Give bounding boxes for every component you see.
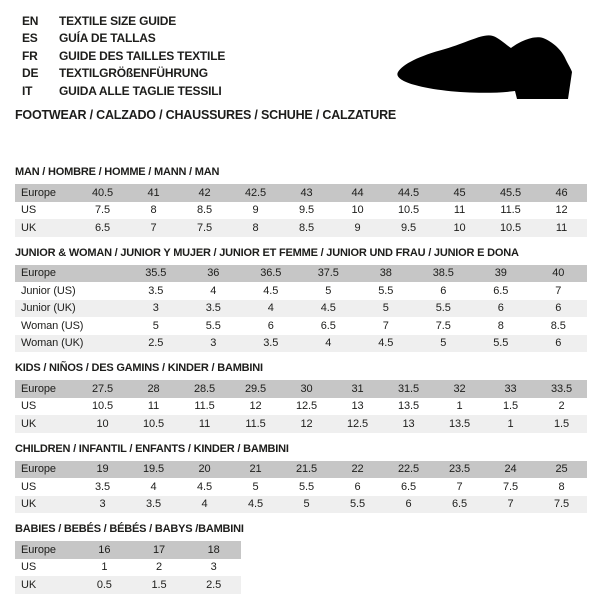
size-value: 1.5 [132, 576, 187, 594]
row-label: US [21, 400, 37, 413]
row-label: Woman (US) [21, 319, 84, 332]
size-table-title: BABIES / BEBÉS / BÉBÉS / BABYS /BAMBINI [15, 523, 244, 535]
size-value: 29.5 [230, 380, 281, 398]
table-row [15, 265, 587, 283]
size-value: 6 [354, 480, 361, 493]
size-value: 6.5 [493, 284, 509, 297]
size-value: 10 [434, 219, 485, 237]
size-value: 28 [128, 380, 179, 398]
size-value: 6 [530, 300, 588, 318]
size-table-title: MAN / HOMBRE / HOMME / MANN / MAN [15, 166, 220, 178]
size-value: 32 [434, 380, 485, 398]
size-value: 1 [101, 561, 108, 574]
size-value: 16 [77, 541, 132, 559]
language-row [15, 30, 395, 48]
row-label: US [21, 480, 37, 493]
size-value: 5 [252, 480, 259, 493]
size-value: 5 [325, 284, 332, 297]
size-value: 33.5 [536, 380, 587, 398]
language-code: EN [22, 13, 39, 28]
size-value: 42.5 [230, 184, 281, 202]
guide-header [15, 12, 395, 122]
size-table-title: KIDS / NIÑOS / DES GAMINS / KINDER / BAMBINI [15, 362, 263, 374]
shoe-icon [393, 20, 577, 102]
size-value: 8 [497, 319, 504, 332]
category-line: FOOTWEAR / CALZADO / CHAUSSURES / SCHUHE / CALZATURE [15, 107, 397, 122]
size-value: 2.5 [186, 576, 241, 594]
size-value: 10 [77, 415, 128, 433]
table-row [15, 461, 587, 479]
size-value: 5.5 [205, 319, 221, 332]
row-label: Europe [15, 541, 77, 559]
size-value: 22.5 [383, 461, 434, 479]
table-row [15, 576, 241, 594]
size-value: 7 [485, 496, 536, 514]
size-value: 12 [249, 400, 262, 413]
size-value: 4 [210, 284, 217, 297]
size-value: 0.5 [77, 576, 132, 594]
size-value: 1.5 [536, 415, 587, 433]
size-value: 6 [267, 319, 274, 332]
size-value: 21 [230, 461, 281, 479]
size-value: 30 [281, 380, 332, 398]
size-value: 13.5 [434, 415, 485, 433]
language-label: GUÍA DE TALLAS [59, 31, 156, 46]
row-label: US [21, 204, 37, 217]
size-value: 43 [281, 184, 332, 202]
size-value: 31.5 [383, 380, 434, 398]
row-label: UK [15, 576, 77, 594]
table-row [15, 398, 587, 416]
language-code: ES [22, 31, 38, 46]
size-value: 28.5 [179, 380, 230, 398]
size-value: 12 [281, 415, 332, 433]
language-list [15, 12, 395, 100]
size-value: 41 [128, 184, 179, 202]
size-value: 36.5 [242, 265, 300, 283]
row-label: Europe [15, 184, 77, 202]
size-value: 8 [558, 480, 565, 493]
size-table [15, 461, 587, 514]
size-table-section [15, 247, 587, 353]
size-value: 3.5 [148, 284, 164, 297]
size-table-section [15, 362, 587, 433]
table-row [15, 335, 587, 353]
size-value: 10.5 [91, 400, 113, 413]
size-value: 23.5 [434, 461, 485, 479]
language-code: IT [22, 83, 33, 98]
language-row [15, 82, 395, 100]
size-value: 11 [453, 204, 466, 217]
size-value: 7 [382, 319, 389, 332]
size-value: 5 [357, 300, 415, 318]
size-table-section [15, 523, 587, 594]
row-label: US [21, 561, 37, 574]
size-value: 8 [150, 204, 157, 217]
size-value: 17 [132, 541, 187, 559]
size-value: 3.5 [95, 480, 110, 493]
size-value: 12.5 [295, 400, 317, 413]
size-value: 11 [147, 400, 160, 413]
row-label: Europe [15, 380, 77, 398]
size-value: 12.5 [332, 415, 383, 433]
size-value: 7.5 [536, 496, 587, 514]
size-value: 3 [185, 335, 243, 353]
size-value: 8.5 [281, 219, 332, 237]
size-value: 27.5 [77, 380, 128, 398]
row-label: UK [15, 496, 77, 514]
language-row [15, 12, 395, 30]
size-value: 38.5 [415, 265, 473, 283]
row-label: UK [15, 219, 77, 237]
language-row [15, 47, 395, 65]
size-value: 36 [185, 265, 243, 283]
row-label: Europe [15, 265, 127, 283]
size-value: 19.5 [128, 461, 179, 479]
size-value: 3 [210, 561, 217, 574]
table-row [15, 478, 587, 496]
size-value: 2 [155, 561, 162, 574]
size-value: 7.5 [179, 219, 230, 237]
size-value: 25 [536, 461, 587, 479]
size-value: 45 [434, 184, 485, 202]
size-value: 20 [179, 461, 230, 479]
language-code: DE [22, 66, 39, 81]
size-value: 7 [456, 480, 463, 493]
size-value: 12 [555, 204, 568, 217]
size-value: 37.5 [300, 265, 358, 283]
row-label: Junior (UK) [15, 300, 127, 318]
size-value: 3.5 [128, 496, 179, 514]
size-value: 24 [485, 461, 536, 479]
size-value: 4 [242, 300, 300, 318]
language-label: TEXTILE SIZE GUIDE [59, 13, 177, 28]
table-row [15, 496, 587, 514]
size-value: 5.5 [472, 335, 530, 353]
size-value: 9 [252, 204, 259, 217]
table-row [15, 541, 241, 559]
size-value: 13 [383, 415, 434, 433]
size-value: 6.5 [401, 480, 416, 493]
size-value: 4.5 [357, 335, 415, 353]
language-code: FR [22, 48, 38, 63]
size-value: 7.5 [503, 480, 518, 493]
language-label: TEXTILGRÖßENFÜHRUNG [59, 66, 208, 81]
size-value: 19 [77, 461, 128, 479]
size-value: 45.5 [485, 184, 536, 202]
size-value: 4.5 [263, 284, 279, 297]
size-value: 3.5 [185, 300, 243, 318]
size-value: 7.5 [435, 319, 451, 332]
row-label: UK [15, 415, 77, 433]
size-value: 44 [332, 184, 383, 202]
size-table-section [15, 166, 587, 237]
size-value: 21.5 [281, 461, 332, 479]
size-value: 6 [472, 300, 530, 318]
size-value: 10.5 [128, 415, 179, 433]
size-value: 1.5 [503, 400, 518, 413]
size-value: 3 [77, 496, 128, 514]
size-value: 1 [485, 415, 536, 433]
size-value: 13 [351, 400, 364, 413]
size-table [15, 265, 587, 353]
table-row [15, 317, 587, 335]
size-value: 6 [530, 335, 588, 353]
size-value: 10.5 [397, 204, 419, 217]
row-label: Woman (UK) [15, 335, 127, 353]
size-value: 46 [536, 184, 587, 202]
size-value: 5.5 [299, 480, 314, 493]
size-value: 9.5 [383, 219, 434, 237]
size-value: 5.5 [332, 496, 383, 514]
size-value: 3 [127, 300, 185, 318]
table-row [15, 380, 587, 398]
table-row [15, 184, 587, 202]
size-table-section [15, 443, 587, 514]
size-value: 11 [536, 219, 587, 237]
size-value: 6.5 [434, 496, 485, 514]
size-value: 4.5 [197, 480, 212, 493]
size-value: 4.5 [300, 300, 358, 318]
table-row [15, 300, 587, 318]
size-value: 4 [179, 496, 230, 514]
size-value: 13.5 [397, 400, 419, 413]
size-value: 10 [351, 204, 364, 217]
size-value: 5.5 [415, 300, 473, 318]
size-value: 2 [558, 400, 565, 413]
size-value: 2.5 [127, 335, 185, 353]
size-value: 9 [332, 219, 383, 237]
table-row [15, 559, 241, 577]
size-value: 6 [383, 496, 434, 514]
table-row [15, 219, 587, 237]
size-value: 4 [300, 335, 358, 353]
size-value: 11.5 [500, 204, 521, 217]
size-table [15, 184, 587, 237]
size-value: 4.5 [230, 496, 281, 514]
size-value: 7 [128, 219, 179, 237]
table-row [15, 202, 587, 220]
size-value: 10.5 [485, 219, 536, 237]
size-value: 18 [186, 541, 241, 559]
size-value: 4 [150, 480, 157, 493]
row-label: Europe [15, 461, 77, 479]
language-label: GUIDA ALLE TAGLIE TESSILI [59, 83, 222, 98]
size-table [15, 541, 241, 594]
size-value: 6 [440, 284, 447, 297]
size-tables [15, 166, 587, 600]
size-value: 8.5 [197, 204, 212, 217]
size-value: 6.5 [320, 319, 336, 332]
size-value: 6.5 [77, 219, 128, 237]
table-row [15, 415, 587, 433]
size-value: 22 [332, 461, 383, 479]
size-table-title: JUNIOR & WOMAN / JUNIOR Y MUJER / JUNIOR ET FEMME / JUNIOR UND FRAU / JUNIOR E DONA [15, 246, 519, 259]
row-label: Junior (US) [21, 284, 76, 297]
size-value: 44.5 [383, 184, 434, 202]
table-row [15, 282, 587, 300]
size-value: 33 [485, 380, 536, 398]
size-value: 5 [281, 496, 332, 514]
size-value: 31 [332, 380, 383, 398]
size-value: 8.5 [550, 319, 566, 332]
size-value: 42 [179, 184, 230, 202]
size-value: 40.5 [77, 184, 128, 202]
size-value: 7.5 [95, 204, 110, 217]
size-value: 3.5 [242, 335, 300, 353]
size-value: 39 [472, 265, 530, 283]
size-value: 11.5 [230, 415, 281, 433]
language-row [15, 65, 395, 83]
size-value: 5 [152, 319, 159, 332]
size-value: 11.5 [194, 400, 215, 413]
size-table-title: CHILDREN / INFANTIL / ENFANTS / KINDER / BAMBINI [15, 442, 289, 455]
size-value: 7 [555, 284, 562, 297]
size-value: 5.5 [378, 284, 394, 297]
size-value: 1 [456, 400, 463, 413]
size-value: 38 [357, 265, 415, 283]
size-value: 8 [230, 219, 281, 237]
size-value: 5 [415, 335, 473, 353]
size-value: 35.5 [127, 265, 185, 283]
size-value: 11 [179, 415, 230, 433]
size-value: 9.5 [299, 204, 314, 217]
size-value: 40 [530, 265, 588, 283]
size-table [15, 380, 587, 433]
language-label: GUIDE DES TAILLES TEXTILE [59, 48, 226, 63]
